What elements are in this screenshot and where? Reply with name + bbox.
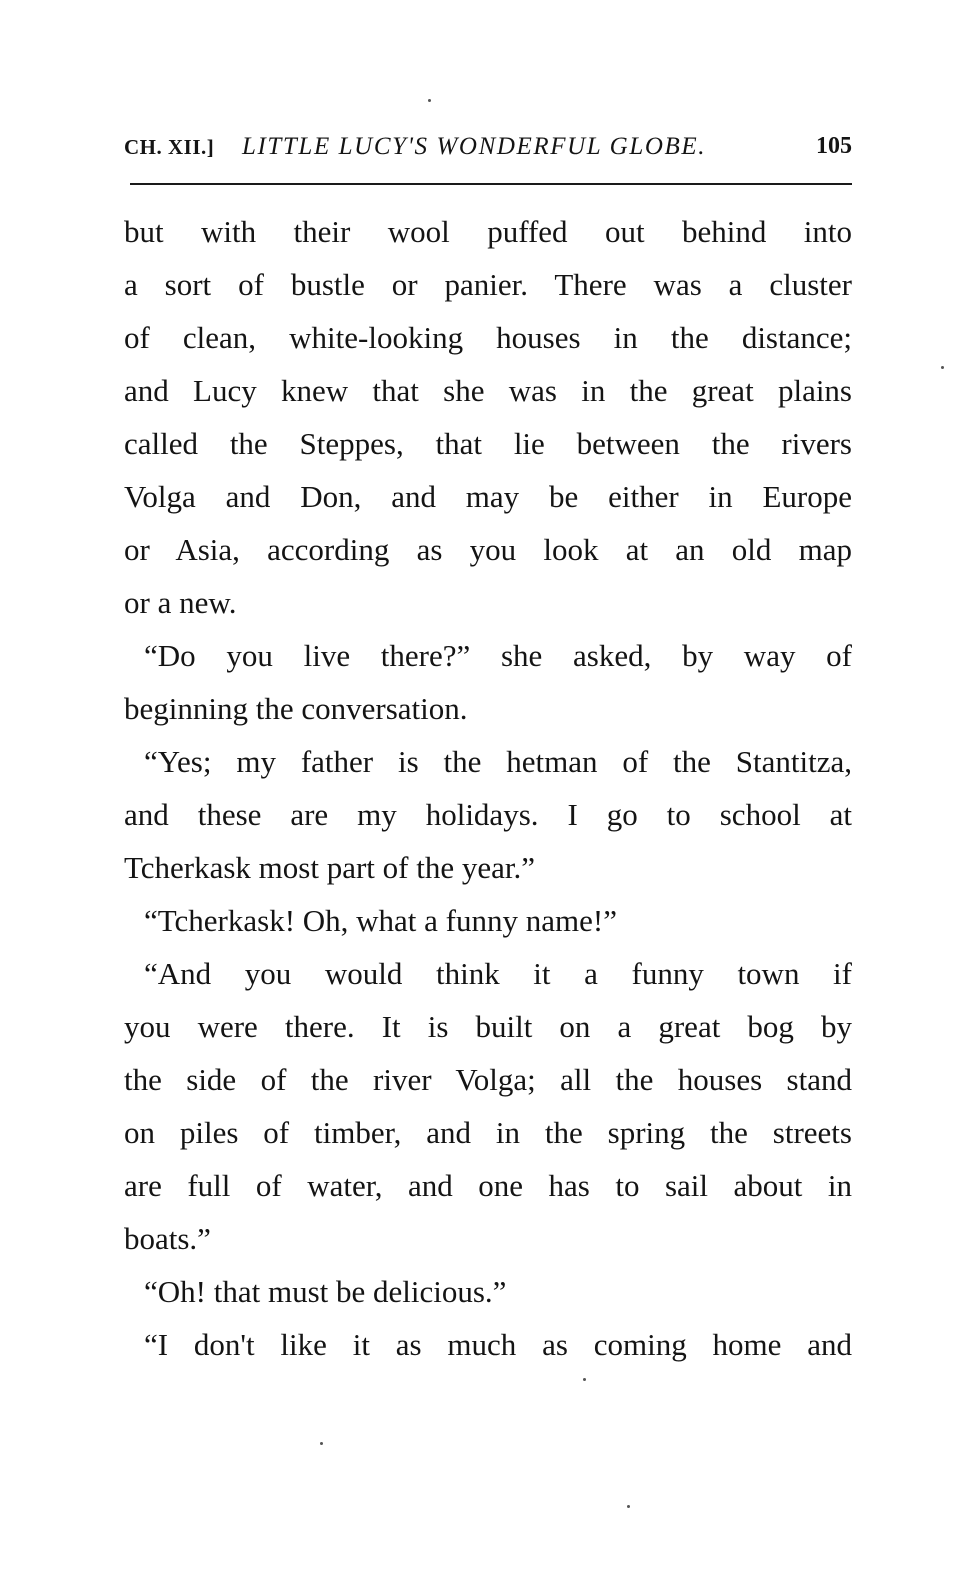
text-line: you were there. It is built on a great bog by xyxy=(124,1009,852,1044)
header-rule xyxy=(130,183,852,185)
text-line: and Lucy knew that she was in the great plains xyxy=(124,373,852,408)
text-line: of clean, white-looking houses in the distance; xyxy=(124,320,852,355)
text-line: “Oh! that must be delicious.” xyxy=(144,1274,507,1309)
text-line: “And you would think it a funny town if xyxy=(144,956,852,991)
text-line: but with their wool puffed out behind into xyxy=(124,214,852,249)
speck xyxy=(320,1442,323,1445)
text-line: “I don't like it as much as coming home and xyxy=(144,1327,852,1362)
chapter-label: CH. XII.] xyxy=(124,135,215,159)
speck xyxy=(583,1378,586,1381)
speck xyxy=(428,99,431,102)
text-line: and these are my holidays. I go to school at xyxy=(124,797,852,832)
text-line: are full of water, and one has to sail about in xyxy=(124,1168,852,1203)
text-line: or Asia, according as you look at an old map xyxy=(124,532,852,567)
speck xyxy=(941,366,944,369)
text-line: beginning the conversation. xyxy=(124,691,468,726)
running-title: LITTLE LUCY'S WONDERFUL GLOBE. xyxy=(242,133,707,160)
text-line: called the Steppes, that lie between the rivers xyxy=(124,426,852,461)
text-line: boats.” xyxy=(124,1221,211,1256)
speck xyxy=(627,1505,630,1508)
page-number: 105 xyxy=(816,133,852,159)
text-line: “Yes; my father is the hetman of the Stantitza, xyxy=(144,744,852,779)
running-header xyxy=(124,131,852,167)
text-line: a sort of bustle or panier. There was a cluster xyxy=(124,267,852,302)
text-line: or a new. xyxy=(124,585,237,620)
text-line: “Tcherkask! Oh, what a funny name!” xyxy=(144,903,617,938)
body-text xyxy=(124,205,852,1371)
text-line: the side of the river Volga; all the houses stand xyxy=(124,1062,852,1097)
text-line: “Do you live there?” she asked, by way of xyxy=(144,638,852,673)
text-line: Tcherkask most part of the year.” xyxy=(124,850,536,885)
text-line: Volga and Don, and may be either in Europe xyxy=(124,479,852,514)
text-line: on piles of timber, and in the spring the streets xyxy=(124,1115,852,1150)
